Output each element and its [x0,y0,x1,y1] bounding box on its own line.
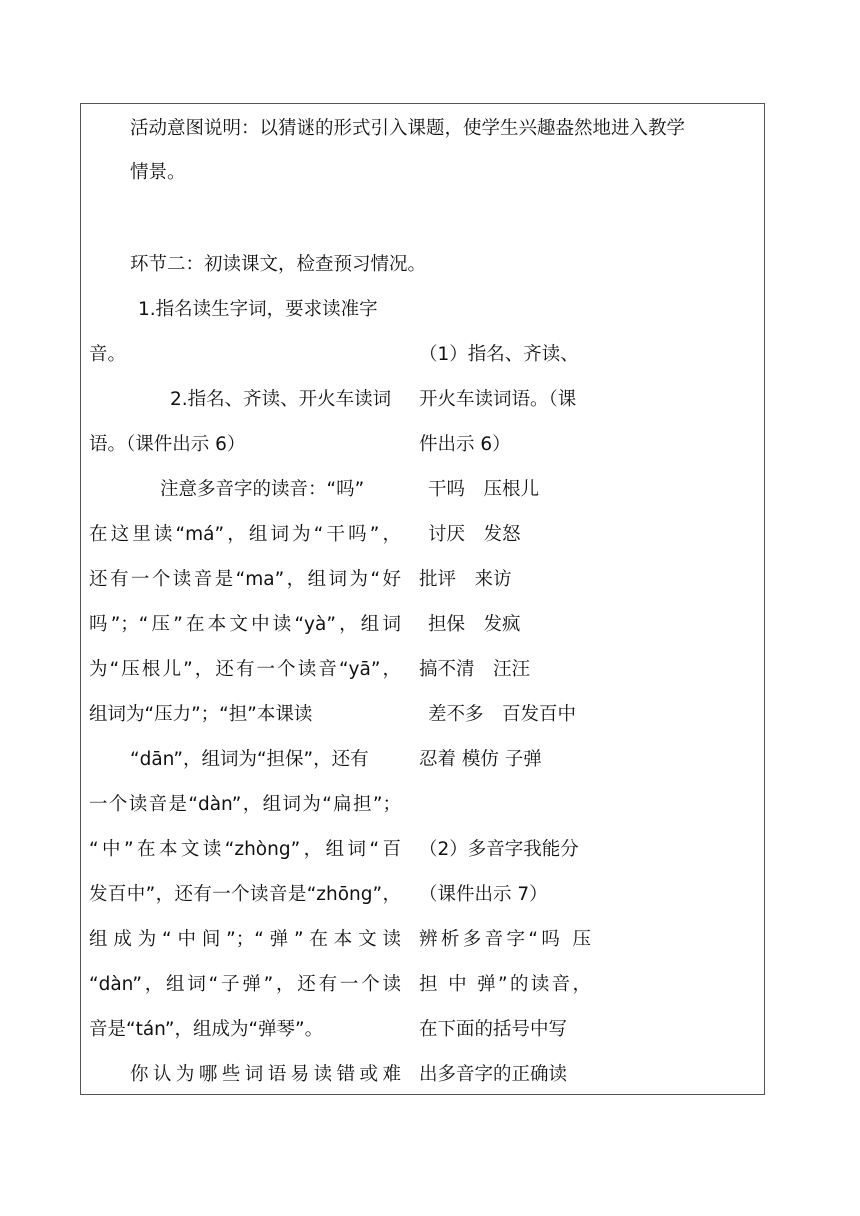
right-line: （1）指名、齐读、 [419,344,579,365]
left-line: 注意多音字的读音：“吗” [160,479,365,500]
left-line: “中”在本文读“zhòng”，组词“百 [89,839,401,860]
left-line: 在这里读“má”，组词为“干吗”， [89,524,401,545]
right-line: 干吗 压根儿 [428,479,540,500]
left-line: 音。 [89,344,127,365]
right-line: 担 中 弹”的读音， [419,974,591,995]
right-line: 搞不清 汪汪 [419,659,531,680]
right-line: 出多音字的正确读 [419,1064,568,1085]
right-line: （课件出示 7） [419,884,548,905]
left-line: 还有一个读音是“ma”，组词为“好 [89,569,401,590]
left-line: 1.指名读生字词，要求读准字 [138,299,378,320]
left-line: 吗”；“压”在本文中读“yà”，组词 [89,614,401,635]
right-line: 忍着 模仿 子弹 [419,749,542,770]
right-line: 批评 来访 [419,569,512,590]
left-line: 一个读音是“dàn”，组词为“扁担”； [89,794,401,815]
left-line: “dàn”，组词“子弹”，还有一个读 [89,974,401,995]
right-line: 差不多 百发百中 [428,704,577,725]
left-line: “dān”，组词为“担保”，还有 [130,749,369,770]
left-line: 你认为哪些词语易读错或难 [130,1064,401,1085]
left-line: 发百中”，还有一个读音是“zhōng”， [89,884,401,905]
right-line: 讨厌 发怒 [428,524,521,545]
right-line: 担保 发疯 [428,614,521,635]
right-line: 辨析多音字“吗 压 [419,929,591,950]
left-line: 2.指名、齐读、开火车读词 [170,389,392,410]
purpose-line-2: 情景。 [130,162,186,183]
left-line: 音是“tán”，组成为“弹琴”。 [89,1019,324,1040]
section-heading: 环节二：初读课文，检查预习情况。 [130,254,427,275]
right-line: 件出示 6） [419,434,511,455]
left-line: 组词为“压力”；“担”本课读 [89,704,313,725]
right-line: 在下面的括号中写 [419,1019,568,1040]
left-line: 组成为“中间”；“弹”在本文读 [89,929,401,950]
right-line: 开火车读词语。（课 [419,389,577,410]
purpose-line-1: 活动意图说明：以猜谜的形式引入课题，使学生兴趣盎然地进入教学 [130,118,686,139]
right-line: （2）多音字我能分 [419,839,579,860]
left-line: 语。（课件出示 6） [89,434,246,455]
left-line: 为“压根儿”，还有一个读音“yā”， [89,659,401,680]
